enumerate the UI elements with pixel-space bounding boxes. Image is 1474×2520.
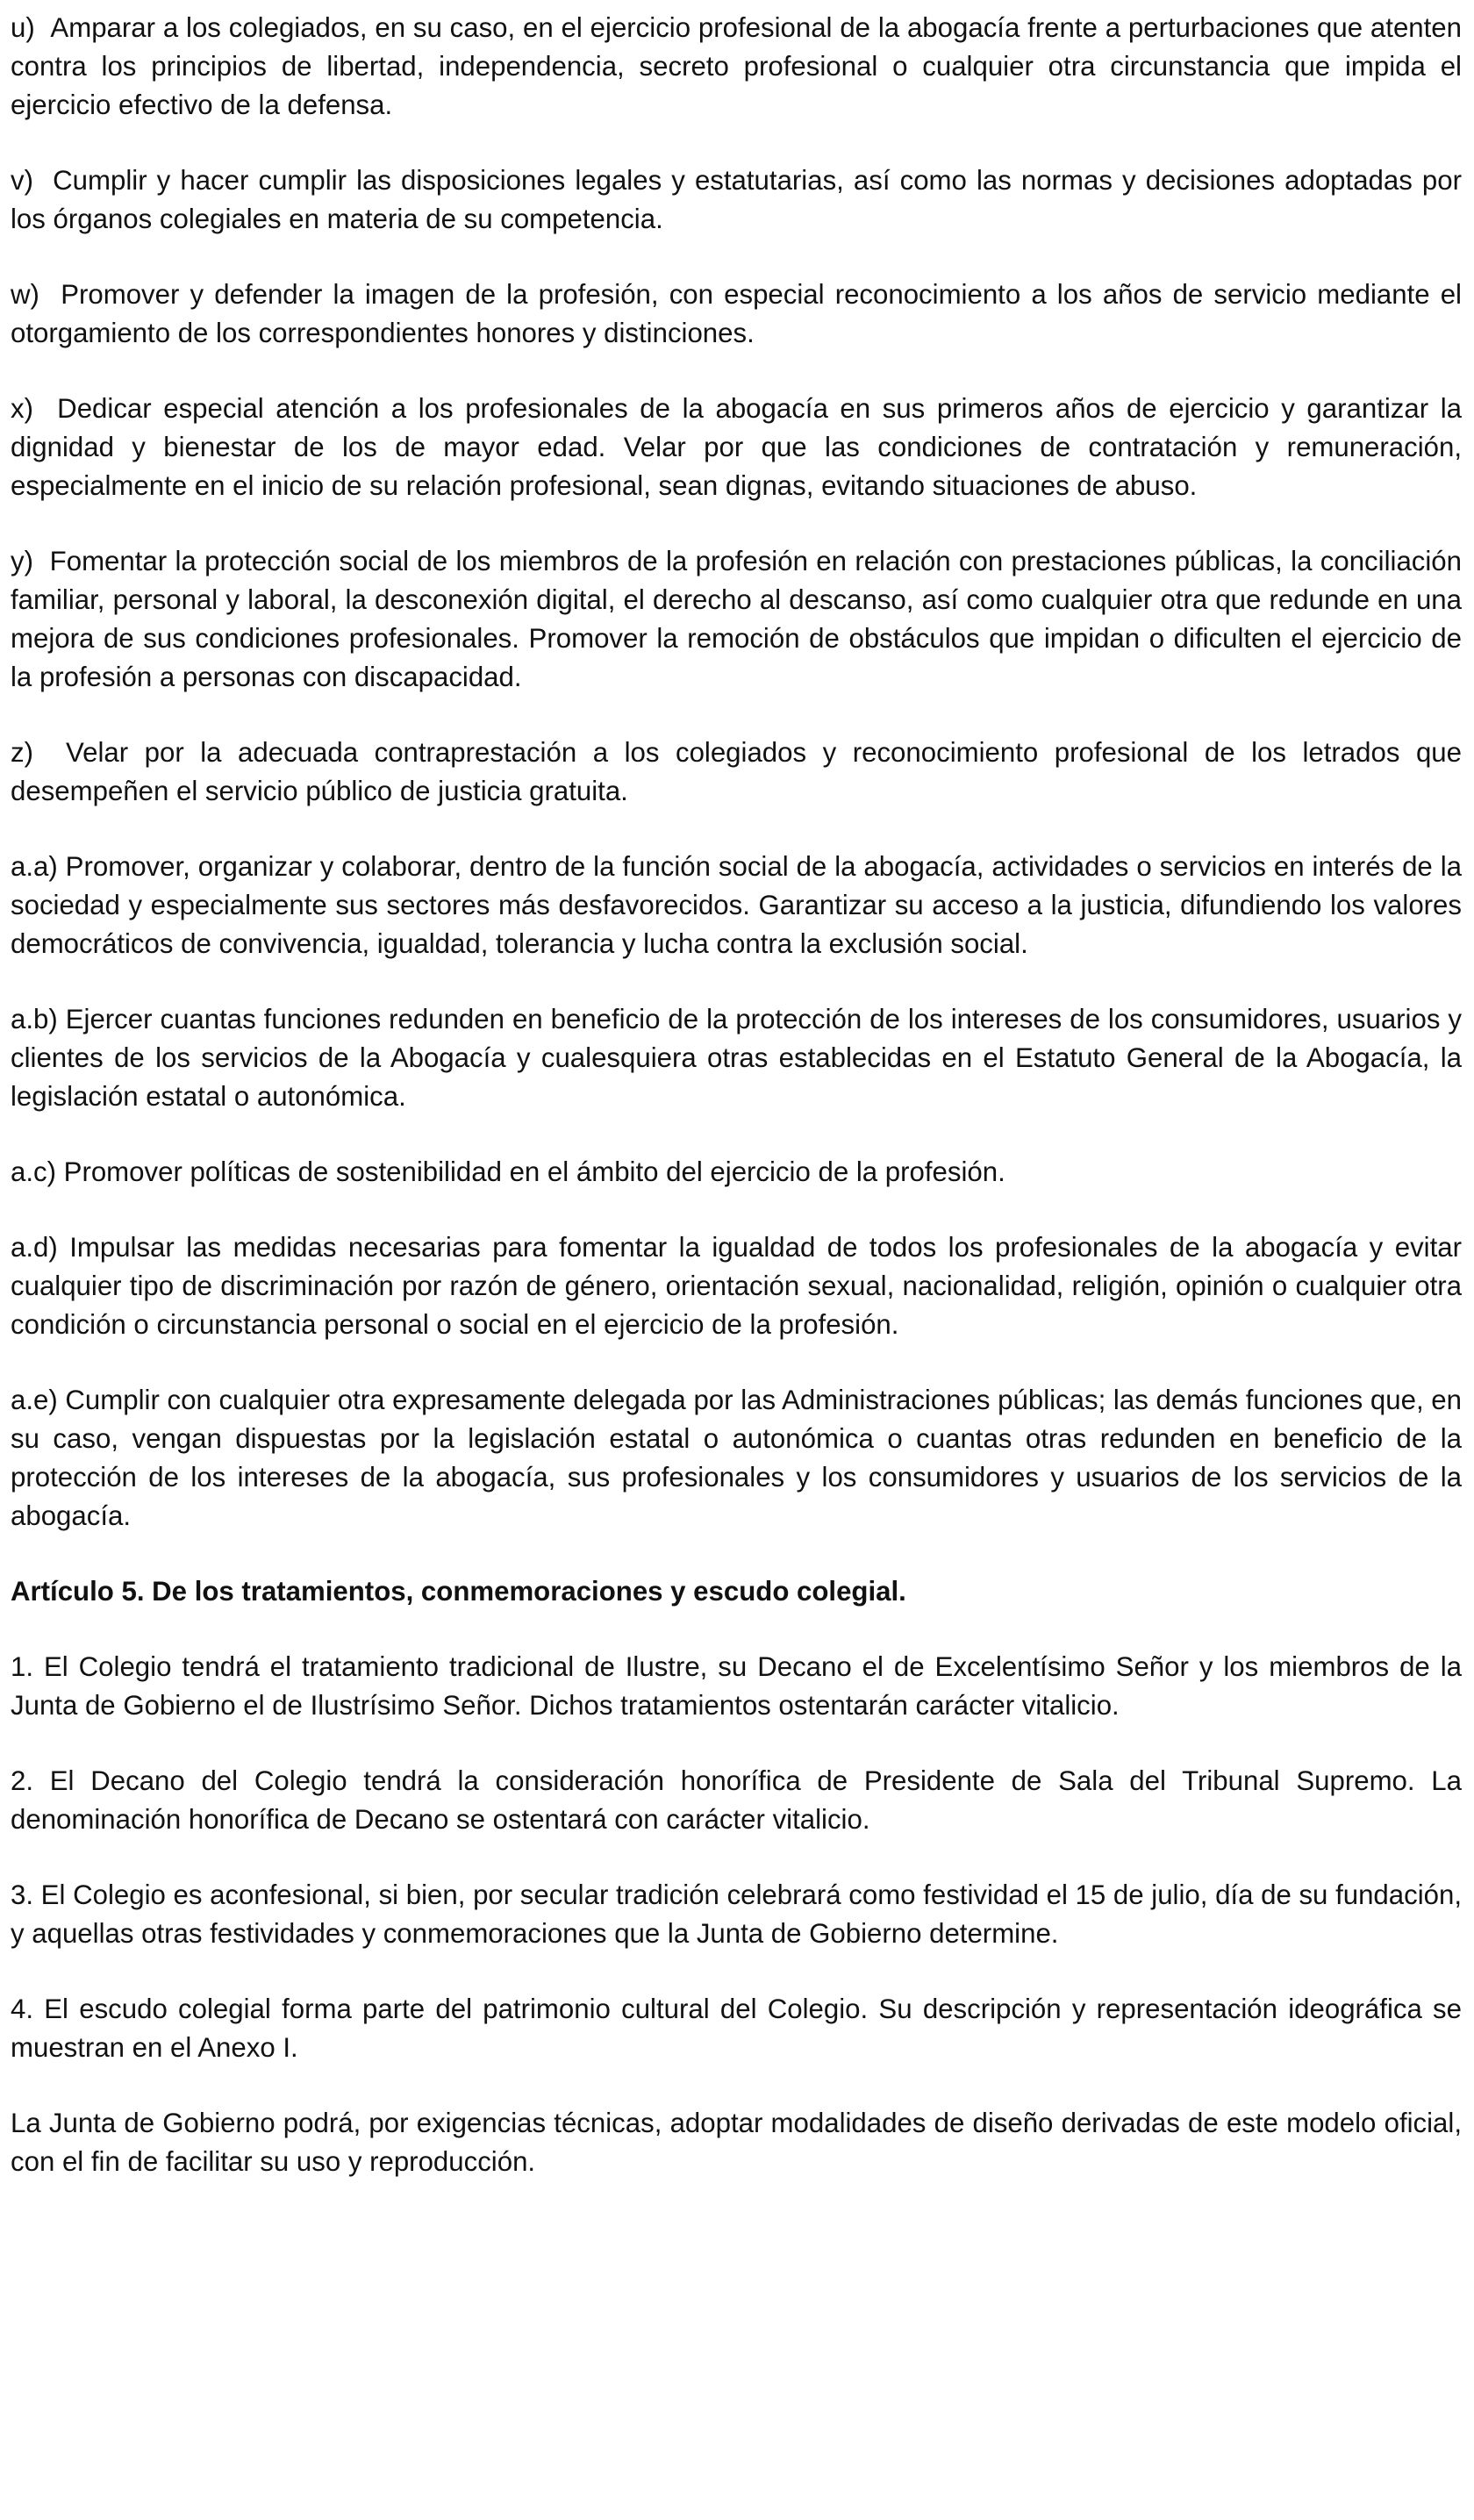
paragraph-ab: a.b) Ejercer cuantas funciones redunden en beneficio de la protección de los intereses de los consumidores, usuarios y clientes de los servicios de la Abogacía y cualesquiera otras establecidas en el Estatuto General de la Abogacía, la legislación estatal o autonómica.: [11, 1004, 1462, 1112]
paragraph-y: y) Fomentar la protección social de los miembros de la profesión en relación con prestaciones públicas, la conciliación familiar, personal y laboral, la desconexión digital, el derecho al descanso, así como cualquier otra que redunde en una mejora de sus condiciones profesionales. Promover la remoción de obstáculos que impidan o dificulten el ejercicio de la profesión a personas con discapacidad.: [11, 546, 1462, 692]
article-paragraph-3: 3. El Colegio es aconfesional, si bien, por secular tradición celebrará como festividad el 15 de julio, día de su fundación, y aquellas otras festividades y conmemoraciones que la Junta de Gobierno determine.: [11, 1879, 1462, 1949]
article-heading: Artículo 5. De los tratamientos, conmemoraciones y escudo colegial.: [11, 1576, 906, 1607]
paragraph-ad: a.d) Impulsar las medidas necesarias para fomentar la igualdad de todos los profesionales de la abogacía y evitar cualquier tipo de discriminación por razón de género, orientación sexual, nacionalidad, religión, opinión o cualquier otra condición o circunstancia personal o social en el ejercicio de la profesión.: [11, 1232, 1462, 1340]
paragraph-z: z) Velar por la adecuada contraprestación a los colegiados y reconocimiento profesional de los letrados que desempeñen el servicio público de justicia gratuita.: [11, 737, 1462, 806]
paragraph-u: u) Amparar a los colegiados, en su caso, en el ejercicio profesional de la abogacía frente a perturbaciones que atenten contra los principios de libertad, independencia, secreto profesional o cualquier otra circunstancia que impida el ejercicio efectivo de la defensa.: [11, 12, 1462, 120]
article-paragraph-1: 1. El Colegio tendrá el tratamiento tradicional de Ilustre, su Decano el de Excelentísimo Señor y los miembros de la Junta de Gobierno el de Ilustrísimo Señor. Dichos tratamientos ostentarán carácter vitalicio.: [11, 1651, 1462, 1721]
article-paragraph-4: 4. El escudo colegial forma parte del patrimonio cultural del Colegio. Su descripción y representación ideográfica se muestran en el Anexo I.: [11, 1994, 1462, 2063]
paragraph-w: w) Promover y defender la imagen de la profesión, con especial reconocimiento a los años de servicio mediante el otorgamiento de los correspondientes honores y distinciones.: [11, 279, 1462, 348]
article-paragraph-5: La Junta de Gobierno podrá, por exigencias técnicas, adoptar modalidades de diseño derivadas de este modelo oficial, con el fin de facilitar su uso y reproducción.: [11, 2108, 1462, 2177]
article-paragraph-2: 2. El Decano del Colegio tendrá la consideración honorífica de Presidente de Sala del Tribunal Supremo. La denominación honorífica de Decano se ostentará con carácter vitalicio.: [11, 1765, 1462, 1835]
paragraph-ae: a.e) Cumplir con cualquier otra expresamente delegada por las Administraciones públicas; las demás funciones que, en su caso, vengan dispuestas por la legislación estatal o autonómica o cuantas otras redunden en beneficio de la protección de los intereses de la abogacía, sus profesionales y los consumidores y usuarios de los servicios de la abogacía.: [11, 1385, 1462, 1531]
paragraph-v: v) Cumplir y hacer cumplir las disposiciones legales y estatutarias, así como las normas y decisiones adoptadas por los órganos colegiales en materia de su competencia.: [11, 165, 1462, 234]
paragraph-x: x) Dedicar especial atención a los profesionales de la abogacía en sus primeros años de ejercicio y garantizar la dignidad y bienestar de los de mayor edad. Velar por que las condiciones de contratación y remuneración, especialmente en el inicio de su relación profesional, sean dignas, evitando situaciones de abuso.: [11, 393, 1462, 501]
paragraph-aa: a.a) Promover, organizar y colaborar, dentro de la función social de la abogacía, actividades o servicios en interés de la sociedad y especialmente sus sectores más desfavorecidos. Garantizar su acceso a la justicia, difundiendo los valores democráticos de convivencia, igualdad, tolerancia y lucha contra la exclusión social.: [11, 851, 1462, 959]
paragraph-ac: a.c) Promover políticas de sostenibilidad en el ámbito del ejercicio de la profesión.: [11, 1156, 1005, 1187]
